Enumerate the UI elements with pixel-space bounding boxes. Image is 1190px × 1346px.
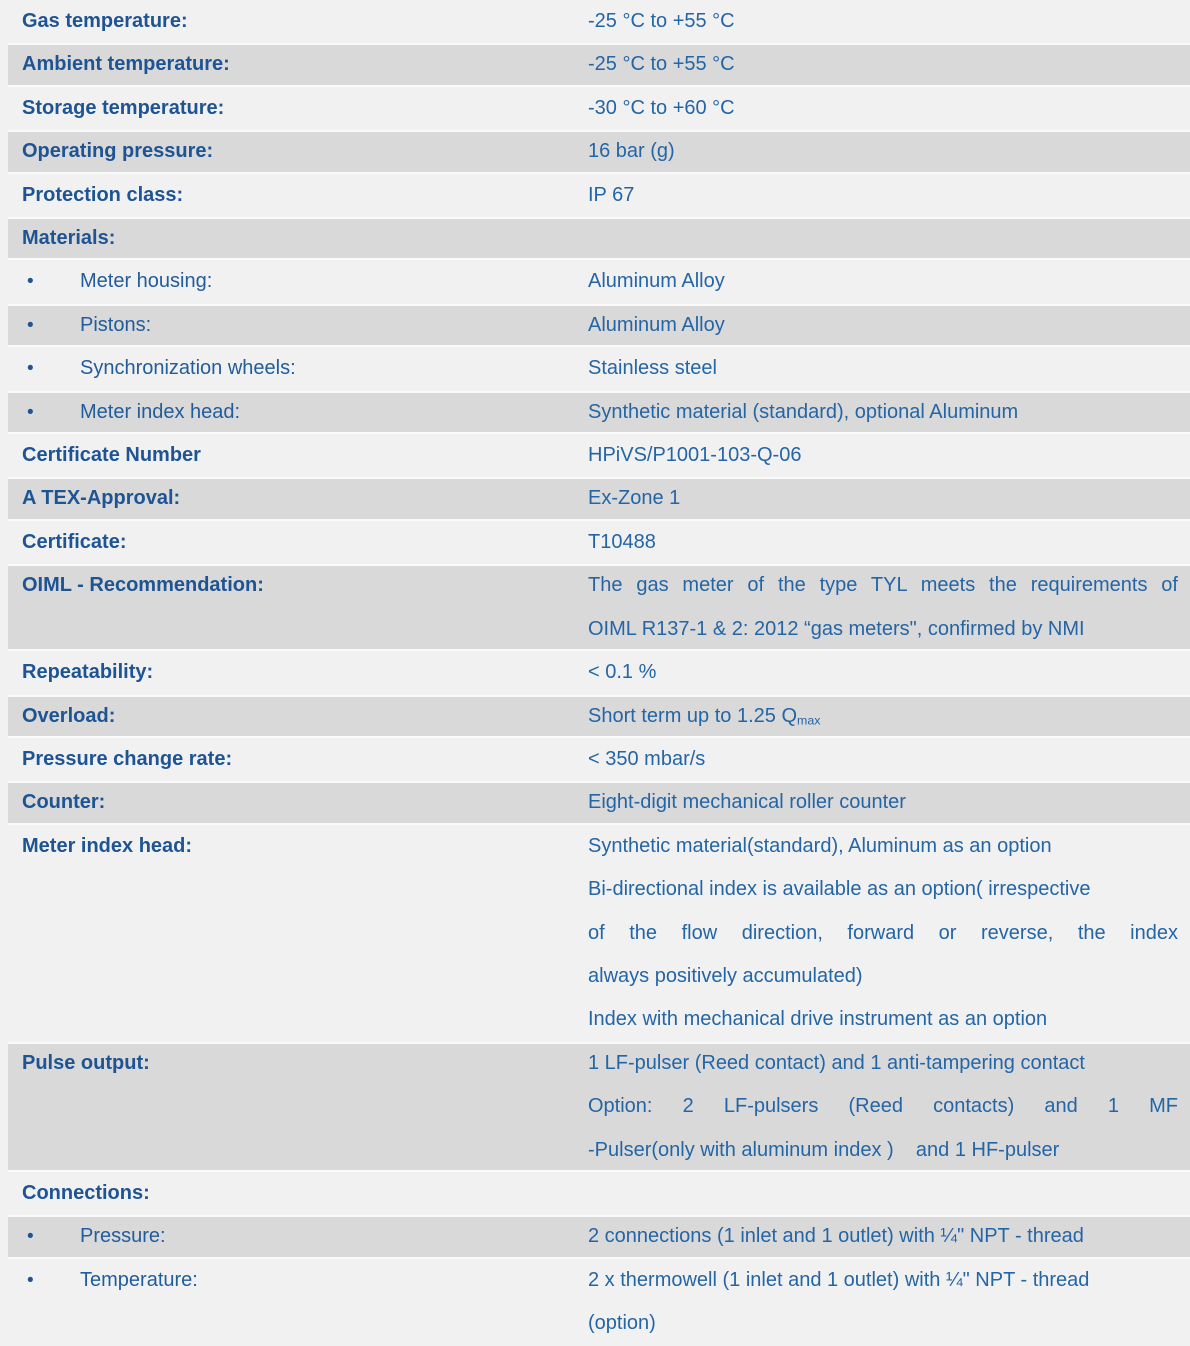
row-label-cell (8, 304, 588, 347)
bullet-icon: • (27, 358, 34, 380)
row-label-cell (8, 738, 588, 781)
row-value-text: Short term up to 1.25 Q (588, 704, 797, 727)
row-value-text: < 350 mbar/s (588, 747, 706, 770)
table-row (8, 521, 1190, 564)
table-row (8, 174, 1190, 217)
table-row (8, 434, 1190, 477)
table-row (8, 347, 1190, 390)
bullet-icon: • (27, 271, 34, 293)
row-value-cell (588, 781, 1190, 824)
row-label: Materials: (22, 227, 116, 250)
row-value-line (588, 434, 1178, 477)
row-value-cell (588, 564, 1190, 651)
row-value-text: Eight-digit mechanical roller counter (588, 791, 906, 814)
row-value-line (588, 825, 1178, 868)
row-value-cell (588, 477, 1190, 520)
table-row (8, 1042, 1190, 1172)
row-label: A TEX-Approval: (22, 487, 181, 510)
row-value-cell (588, 651, 1190, 694)
row-label: OIML - Recommendation: (22, 574, 264, 597)
row-label-cell (8, 1215, 588, 1258)
row-label-cell (8, 1172, 588, 1215)
row-value-text: Index with mechanical drive instrument as an option (588, 1008, 1048, 1031)
table-row (8, 130, 1190, 173)
table-row (8, 1215, 1190, 1258)
row-value-cell (588, 521, 1190, 564)
row-value-line (588, 955, 1178, 998)
row-value-cell (588, 0, 1190, 43)
row-value-cell (588, 347, 1190, 390)
row-value-line (588, 781, 1178, 824)
row-value-text: (option) (588, 1312, 656, 1335)
row-value-cell (588, 130, 1190, 173)
row-value-line (588, 477, 1178, 520)
row-value-cell (588, 1172, 1190, 1215)
row-value-line (588, 1085, 1178, 1128)
row-value-cell (588, 1215, 1190, 1258)
row-value-cell (588, 1259, 1190, 1346)
row-value-text: 1 LF-pulser (Reed contact) and 1 anti-tampering contact (588, 1051, 1085, 1074)
row-value-cell (588, 304, 1190, 347)
table-row (8, 477, 1190, 520)
row-label: Connections: (22, 1181, 150, 1204)
row-label: Pulse output: (22, 1051, 150, 1074)
row-label: Meter housing: (80, 270, 213, 293)
row-value-cell (588, 434, 1190, 477)
row-label-cell (8, 43, 588, 86)
row-value-cell (588, 825, 1190, 1042)
bullet-icon: • (27, 1269, 34, 1291)
row-label-cell (8, 825, 588, 1042)
row-label: Meter index head: (22, 834, 193, 857)
row-label: Ambient temperature: (22, 53, 230, 76)
row-value-text: OIML R137-1 & 2: 2012 “gas meters", confirmed by NMI (588, 617, 1085, 640)
row-label-cell (8, 695, 588, 738)
row-label-cell (8, 391, 588, 434)
row-value-cell (588, 260, 1190, 303)
row-value-cell (588, 1042, 1190, 1172)
row-value-line (588, 260, 1178, 303)
row-value-line (588, 1129, 1178, 1172)
row-label-cell (8, 87, 588, 130)
row-label-cell (8, 434, 588, 477)
table-row (8, 695, 1190, 738)
row-value-line (588, 1259, 1178, 1302)
row-label: Certificate: (22, 530, 127, 553)
row-value-line (588, 174, 1178, 217)
table-row (8, 651, 1190, 694)
table-row (8, 781, 1190, 824)
row-value-line (588, 43, 1178, 86)
row-value-line (588, 1042, 1178, 1085)
table-row (8, 1259, 1190, 1346)
bullet-icon: • (27, 1226, 34, 1248)
row-label-cell (8, 521, 588, 564)
row-label: Protection class: (22, 183, 184, 206)
table-row (8, 825, 1190, 1042)
table-row (8, 391, 1190, 434)
row-value-text: -25 °C to +55 °C (588, 10, 735, 32)
row-value-line (588, 391, 1178, 434)
row-value-text: -25 °C to +55 °C (588, 53, 735, 76)
row-value-text: Bi-directional index is available as an option( irrespective (588, 878, 1091, 901)
row-label: Operating pressure: (22, 140, 214, 163)
row-value-text: Synthetic material(standard), Aluminum as an option (588, 834, 1052, 857)
row-value-line (588, 738, 1178, 781)
row-label: Counter: (22, 791, 106, 814)
row-value-text: < 0.1 % (588, 661, 657, 684)
row-value-line (588, 1215, 1178, 1258)
row-value-line (588, 608, 1178, 651)
row-label: Pressure change rate: (22, 747, 233, 770)
row-label: Gas temperature: (22, 10, 188, 32)
row-value-line (588, 651, 1178, 694)
row-value-line (588, 130, 1178, 173)
row-value-line (588, 998, 1178, 1041)
row-value-text: 2 x thermowell (1 inlet and 1 outlet) with ¼" NPT - thread (588, 1268, 1090, 1291)
row-label: Pistons: (80, 313, 152, 336)
table-row (8, 564, 1190, 651)
row-value-line (588, 868, 1178, 911)
row-label: Meter index head: (80, 400, 241, 423)
row-value-text: -30 °C to +60 °C (588, 96, 735, 119)
row-label: Storage temperature: (22, 96, 225, 119)
row-value-cell (588, 391, 1190, 434)
row-label: Temperature: (80, 1268, 198, 1291)
table-row (8, 43, 1190, 86)
row-value-cell (588, 695, 1190, 738)
row-label-cell (8, 130, 588, 173)
row-label-cell (8, 781, 588, 824)
row-label: Synchronization wheels: (80, 357, 296, 380)
row-value-text: IP 67 (588, 183, 635, 206)
row-value-text: Synthetic material (standard), optional Aluminum (588, 400, 1019, 423)
table-row (8, 738, 1190, 781)
row-label: Repeatability: (22, 661, 154, 684)
row-value-text: Aluminum Alloy (588, 313, 725, 336)
row-value-text: Aluminum Alloy (588, 270, 725, 293)
row-value-line (588, 0, 1178, 43)
table-row (8, 260, 1190, 303)
row-value-text: always positively accumulated) (588, 964, 863, 987)
row-value-cell (588, 738, 1190, 781)
row-value-line (588, 87, 1178, 130)
table-row (8, 217, 1190, 260)
row-value-cell (588, 174, 1190, 217)
row-value-line (588, 304, 1178, 347)
row-value-cell (588, 217, 1190, 260)
table-row (8, 87, 1190, 130)
row-value-text: Stainless steel (588, 357, 717, 380)
row-value-text: 2 connections (1 inlet and 1 outlet) with ¼" NPT - thread (588, 1225, 1084, 1248)
row-label-cell (8, 217, 588, 260)
row-label: Overload: (22, 704, 116, 727)
row-label: Certificate Number (22, 444, 201, 467)
row-label-cell (8, 564, 588, 651)
row-label-cell (8, 260, 588, 303)
table-row (8, 0, 1190, 43)
bullet-icon: • (27, 401, 34, 423)
row-label-cell (8, 174, 588, 217)
row-value-line (588, 347, 1178, 390)
row-value-line (588, 912, 1178, 955)
row-value-text: of the flow direction, forward or reverse, the index (588, 921, 1178, 944)
row-value-line (588, 564, 1178, 607)
row-value-text: HPiVS/P1001-103-Q-06 (588, 444, 802, 467)
row-value-text: Option: 2 LF-pulsers (Reed contacts) and 1 MF (588, 1095, 1178, 1118)
table-row (8, 1172, 1190, 1215)
subscript-text: max (797, 713, 821, 728)
row-value-line (588, 1302, 1178, 1345)
row-label-cell (8, 477, 588, 520)
row-value-text: Ex-Zone 1 (588, 487, 681, 510)
row-value-cell (588, 87, 1190, 130)
row-label: Pressure: (80, 1225, 166, 1248)
row-value-text: The gas meter of the type TYL meets the requirements of (588, 574, 1178, 597)
row-value-line (588, 521, 1178, 564)
row-label-cell (8, 0, 588, 43)
bullet-icon: • (27, 314, 34, 336)
row-value-line (588, 695, 1178, 738)
table-row (8, 304, 1190, 347)
row-value-text: 16 bar (g) (588, 140, 675, 163)
row-value-text: T10488 (588, 530, 656, 553)
row-value-cell (588, 43, 1190, 86)
row-label-cell (8, 651, 588, 694)
row-label-cell (8, 1042, 588, 1172)
row-value-text: -Pulser(only with aluminum index ) and 1 HF-pulser (588, 1138, 1060, 1161)
row-label-cell (8, 347, 588, 390)
row-label-cell (8, 1259, 588, 1346)
